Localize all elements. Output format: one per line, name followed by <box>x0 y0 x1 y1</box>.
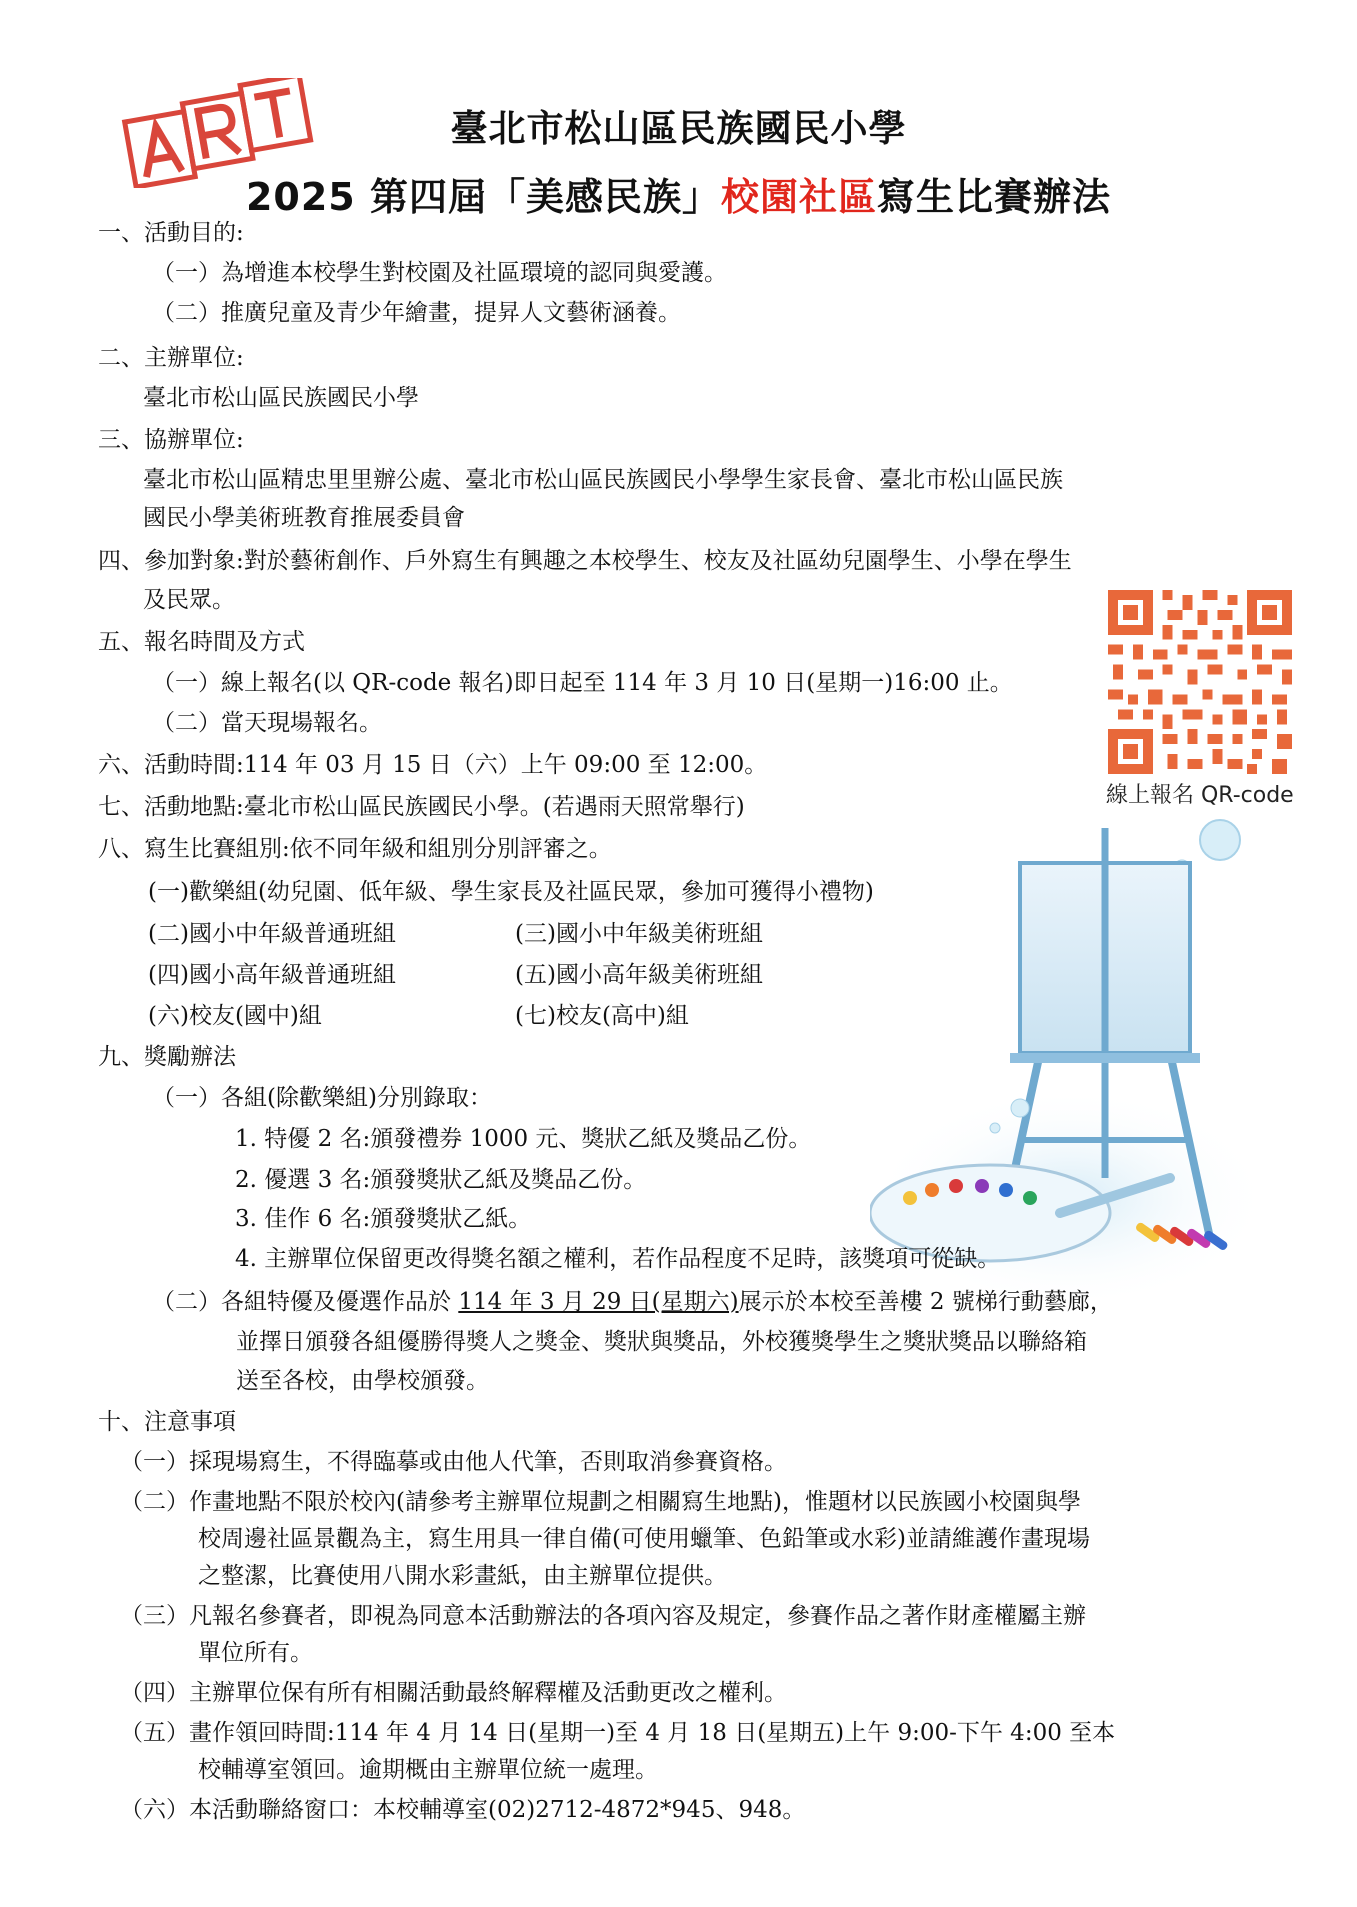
section-event-location: 七、活動地點:臺北市松山區民族國民小學。(若遇雨天照常舉行) <box>98 794 745 820</box>
note-item-5: （五）畫作領回時間:114 年 4 月 14 日(星期一)至 4 月 18 日(星期五)上午 9:00-下午 4:00 至本 <box>120 1720 1116 1746</box>
section-heading-groups: 八、寫生比賽組別:依不同年級和組別分別評審之。 <box>98 836 612 862</box>
section-event-time: 六、活動時間:114 年 03 月 15 日（六）上午 09:00 至 12:00。 <box>98 752 768 778</box>
note-item-2: （二）作畫地點不限於校內(請參考主辦單位規劃之相關寫生地點)，惟題材以民族國小校園與學 <box>120 1489 1081 1515</box>
note-item-5-line-2: 校輔導室領回。逾期概由主辦單位統一處理。 <box>198 1757 658 1783</box>
award-special-excellence: 1. 特優 2 名:頒發禮券 1000 元、獎狀乙紙及獎品乙份。 <box>235 1126 812 1152</box>
contest-title: 2025 第四屆「美感民族」校園社區寫生比賽辦法 <box>245 175 1112 219</box>
participants-line-2: 及民眾。 <box>143 587 235 613</box>
group-item-3: (三)國小中年級美術班組 <box>515 921 763 947</box>
awards-item-2-line-3: 送至各校，由學校頒發。 <box>236 1368 489 1394</box>
school-title: 臺北市松山區民族國民小學 <box>450 107 907 150</box>
purpose-item-2: （二）推廣兒童及青少年繪畫，提昇人文藝術涵養。 <box>152 300 681 326</box>
purpose-item-1: （一）為增進本校學生對校園及社區環境的認同與愛護。 <box>152 260 727 286</box>
qr-caption: 線上報名 QR-code <box>1106 783 1294 808</box>
section-heading-registration: 五、報名時間及方式 <box>98 629 305 655</box>
exhibition-date: 114 年 3 月 29 日(星期六) <box>458 1289 739 1315</box>
registration-online: （一）線上報名(以 QR-code 報名)即日起至 114 年 3 月 10 日(星期一)16:00 止。 <box>152 670 1013 696</box>
awards-item-1: （一）各組(除歡樂組)分別錄取： <box>152 1085 492 1111</box>
group-item-2: (二)國小中年級普通班組 <box>148 921 396 947</box>
section-heading-organizer: 二、主辦單位: <box>98 345 244 371</box>
section-heading-purpose: 一、活動目的: <box>98 220 244 246</box>
group-item-6: (六)校友(國中)組 <box>148 1003 322 1029</box>
award-excellence: 2. 優選 3 名:頒發獎狀乙紙及獎品乙份。 <box>235 1167 647 1193</box>
co-organizer-line-1: 臺北市松山區精忠里里辦公處、臺北市松山區民族國民小學學生家長會、臺北市松山區民族 <box>143 467 1063 493</box>
section-participants: 四、參加對象:對於藝術創作、戶外寫生有興趣之本校學生、校友及社區幼兒園學生、小學在學生 <box>98 548 1072 574</box>
section-heading-notes: 十、注意事項 <box>98 1409 236 1435</box>
section-heading-awards: 九、獎勵辦法 <box>98 1044 236 1070</box>
award-note: 4. 主辦單位保留更改得獎名額之權利，若作品程度不足時，該獎項可從缺。 <box>235 1246 1001 1272</box>
registration-onsite: （二）當天現場報名。 <box>152 710 382 736</box>
award-merit: 3. 佳作 6 名:頒發獎狀乙紙。 <box>235 1206 532 1232</box>
note-item-3-line-2: 單位所有。 <box>198 1640 313 1666</box>
group-item-5: (五)國小高年級美術班組 <box>515 962 763 988</box>
group-item-1: (一)歡樂組(幼兒園、低年級、學生家長及社區民眾，參加可獲得小禮物) <box>148 879 874 905</box>
registration-qr-code[interactable] <box>1108 590 1292 774</box>
note-item-6: （六）本活動聯絡窗口：本校輔導室(02)2712-4872*945、948。 <box>120 1797 806 1823</box>
section-heading-co-organizer: 三、協辦單位: <box>98 427 244 453</box>
note-item-4: （四）主辦單位保有所有相關活動最終解釋權及活動更改之權利。 <box>120 1680 787 1706</box>
co-organizer-line-2: 國民小學美術班教育推展委員會 <box>143 505 465 531</box>
awards-item-2: （二）各組特優及優選作品於 114 年 3 月 29 日(星期六)展示於本校至善樓 2 號梯行動藝廊， <box>152 1289 1113 1315</box>
organizer-name: 臺北市松山區民族國民小學 <box>143 385 419 411</box>
note-item-2-line-2: 校周邊社區景觀為主，寫生用具一律自備(可使用蠟筆、色鉛筆或水彩)並請維護作畫現場 <box>198 1526 1090 1552</box>
awards-item-2-line-2: 並擇日頒發各組優勝得獎人之獎金、獎狀與獎品，外校獲獎學生之獎狀獎品以聯絡箱 <box>236 1329 1087 1355</box>
group-item-4: (四)國小高年級普通班組 <box>148 962 396 988</box>
note-item-2-line-3: 之整潔，比賽使用八開水彩畫紙，由主辦單位提供。 <box>198 1563 727 1589</box>
group-item-7: (七)校友(高中)組 <box>515 1003 689 1029</box>
note-item-3: （三）凡報名參賽者，即視為同意本活動辦法的各項內容及規定，參賽作品之著作財產權屬主辦 <box>120 1603 1086 1629</box>
note-item-1: （一）採現場寫生，不得臨摹或由他人代筆，否則取消參賽資格。 <box>120 1449 787 1475</box>
